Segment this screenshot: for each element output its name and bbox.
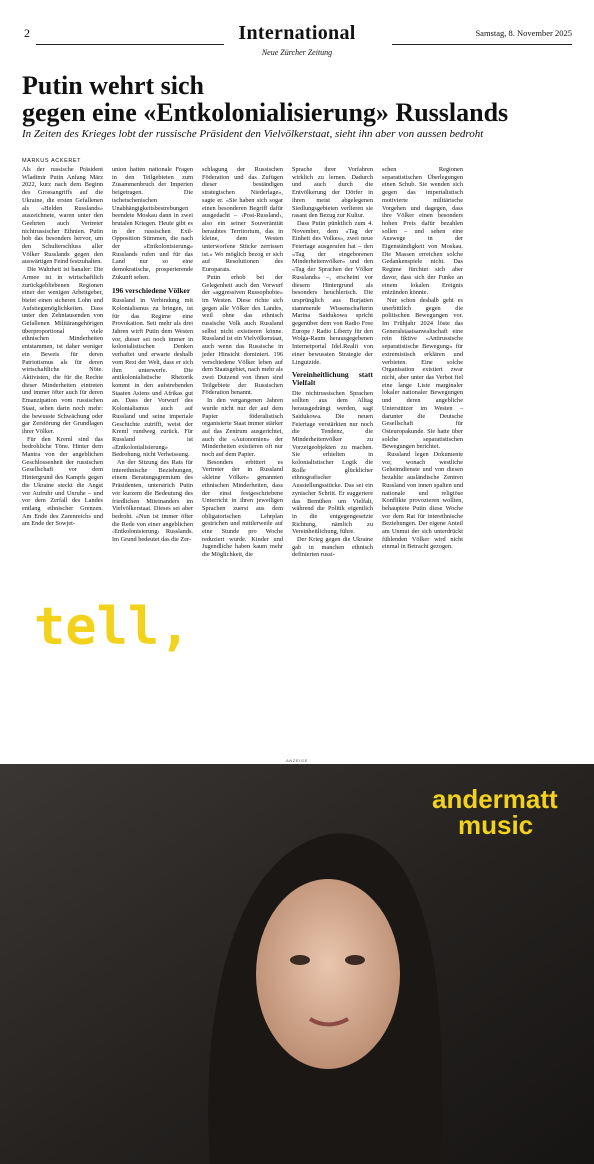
paragraph: Für den Kreml sind das bedrohliche Töne. Hinter dem Mantra von der angeblichen Geschlossenheit der russischen Gesellschaft vor dem Hintergrund des Kampfs gegen die Ukraine steckt die Angst vor Aufruhr und Unruhe – und vor dem Zerfall des Landes entlang ethnischer Grenzen. Am Ende des Zarenreichs und am Ende der Sowjet- xyxy=(22,435,103,528)
portrait-eye-right xyxy=(345,955,365,965)
column-2 xyxy=(112,166,193,544)
column-1 xyxy=(22,166,103,528)
column-3 xyxy=(202,166,283,559)
paragraph: union hatten nationale Fragen in den Teilgebieten zum Zusammenbruch der Imperien beigetragen. Die tschetschenischen Unabhängigkeitsbestrebungen beendete Moskau dann in zwei brutalen Kriegen. Heute gibt es in der russischen Exil-Opposition Stimmen, die nach der «Entkolonisierung» Russlands rufen und für das Land nur so eine demokratische, prosperierende Zukunft sehen. xyxy=(112,166,193,281)
column-4 xyxy=(292,166,373,559)
slogan-line-1: tell, xyxy=(34,597,191,657)
paragraph: Der Krieg gegen die Ukraine gab in manchen ethnisch definierten russi- xyxy=(292,536,373,559)
paragraph: An der Sitzung des Rats für interethnische Beziehungen, einem Beratungsgremium des Präsidenten, unterstrich Putin vor kurzem die Bedeutung des friedlichen Miteinanders im Vielvölkerstaat. Dieses sei aber bedroht. «Nun ist immer öfter die Rede von einer angeblichen ‹Entkolonisierung› Russlands. Im Grund bedeutet das die Zer- xyxy=(112,459,193,544)
subheading: Vereinheitlichung statt Vielfalt xyxy=(292,370,373,387)
brand-name: andermatt xyxy=(432,784,558,814)
paragraph: Dass Putin pünktlich zum 4. November, dem «Tag der Einheit des Volkes», zwei neue Feiertage ausgerufen hat – den «Tag der eingeborenen Minderheitenvölker» und den «Tag der Sprachen der Völker Russlands» –, erscheint vor diesem Hintergrund als besonders heuchlerisch. Die ursprünglich aus Burjatien stammende Wissenschafterin Marina Saidukowa spricht gegenüber dem von Radio Free Europe / Radio Liberty für den Wolga-Raum herausgegebenen Internetportal Idel.Realii von einer bewussten Strategie der Linguizide. xyxy=(292,219,373,366)
paragraph: schlagung der Russischen Föderation und das Zufügen dieser beständigen strategischen Niederlage», sagte er. «Sie haben sich sogar einen besonderen Begriff dafür ausgedacht – ‹Post-Russland›, also ein seiner Souveränität beraubtes Territorium, das in kleine, dem Westen unterworfene Stücke zerrissen ist.» Wo möglich bezog er sich auf Resolutionen des Europarats. xyxy=(202,166,283,274)
paragraph: Russland in Verbindung mit Kolonialismus zu bringen, ist für das Regime eine Provokation. Seit mehr als drei Jahren wirft Putin dem Westen vor, dieser sei noch immer in kolonialistischen Denken verhaftet und erwarte deshalb vom Rest der Welt, dass er sich ihm unterwerfe. Die antikolonialistische Rhetorik kommt in den aufstrebenden Staaten Asiens und Afrikas gut an. Dass der Vorwurf des Kolonialismus auch auf Russland und seine imperiale Geschichte zutrifft, weist der Kreml rundweg zurück. Für Russland ist «Entkolonialisierung» Bedrohung, nicht Verheissung. xyxy=(112,297,193,459)
author-byline: MARKUS ACKERET xyxy=(22,158,82,164)
portrait-face xyxy=(256,879,400,1069)
article-lede: In Zeiten des Krieges lobt der russische Präsident den Vielvölkerstaat, sieht ihn aber von aussen bedroht xyxy=(22,128,484,140)
paragraph: Die Wahrheit ist banaler: Die Armee ist in wirtschaftlich zurückgebliebenen Regionen einer der wenigen Arbeitgeber, bietet einen sicheren Lohn und Aufstiegsmöglichkeiten. Dass unter den Zehntausenden von Gefallenen Militärangehörigen überproportional viele ethnischen Minderheiten entstammen, ist daher weniger ein Beweis für deren Patriotismus als für deren wirtschaftliche Nöte. Aktivisten, die für die Rechte dieser Minderheiten eintreten und immer öfter auch für deren Emanzipation vom russischen Staat, sehen darin noch mehr: die bewusste Schwächung oder gar Zerstörung der Grundlagen ihrer Völker. xyxy=(22,266,103,435)
portrait-eye-left xyxy=(290,955,310,965)
page-header xyxy=(22,22,572,62)
paragraph: Sprache ihrer Vorfahren wirklich zu lernen. Dadurch und auch durch die Entvölkerung der Dörfer in ihren meist abgelegenen Siedlungsgebieten verlieren sie rasant den Bezug zur Kultur. xyxy=(292,166,373,220)
paragraph: Als der russische Präsident Wladimir Putin Anfang März 2022, kurz nach dem Beginn des Grossangriffs auf die Ukraine, die ersten Gefallenen als «Helden Russlands» auszeichnete, waren unter den Geehrten auch Vertreter nichtrussischer Ethnien. Putin hob das besonders hervor, um den Schulterschluss aller Völker Russlands gegen den auswärtigen Feind festzuhalten. xyxy=(22,166,103,266)
header-rule-right xyxy=(392,44,572,45)
brand-subname: music xyxy=(458,810,534,840)
paragraph: In den vergangenen Jahren wurde nicht nur der auf dem Papier föderalistisch organisierte Staat immer stärker auf das Zentrum ausgerichtet, auch die «Autonomien» der Minderheiten existieren oft nur noch auf dem Papier. xyxy=(202,397,283,459)
paragraph: Nur schon deshalb geht es unerbittlich gegen die politischen Bewegungen vor. Im Frühjahr 2024 löste das Generalstaatsanwaltschaft eine rein fiktive «Antirussische separatistische Bewegung» für extremistisch erklären und verbieten. Eine solche Organisation existiert zwar nicht, aber unter das Verbot fiel eine lange Liste marginaler lokaler nationaler Bewegungen und deren angebliche Unterstützer im Westen – darunter die Deutsche Gesellschaft für Osteuropakunde. Sie hatte über solche separatistischen Bewegungen berichtet. xyxy=(382,296,463,451)
page-number: 2 xyxy=(24,26,30,40)
header-rule-left xyxy=(36,44,224,45)
section-title: International xyxy=(238,22,356,44)
paragraph: Putin erhob bei der Gelegenheit auch den Vorwurf der «aggressiven Russophobie» im Westen. Diese richte sich gegen alle Völker des Landes, weil ohne das ethnisch russische Volk auch Russland selbst nicht existieren könne. Russland ist ein Vielvölkerstaat, auch wenn das Russische in jeder Hinsicht dominiert. 196 verschiedene Völker leben auf dem Staatsgebiet, nach mehr als zwei Dutzend von ihnen sind Teilgebiete der Russischen Föderation benannt. xyxy=(202,273,284,397)
headline-line-2: gegen eine «Entkolonialisierung» Russlands xyxy=(22,98,509,127)
article-headline xyxy=(22,72,572,126)
column-5 xyxy=(382,166,463,551)
article-body xyxy=(22,166,572,754)
paragraph: schen Regionen separatistischen Überlegungen einen Schub. Sie wenden sich gegen das imperialistisch motivierte militärische Vorgehen und dagegen, dass ihre Völker einen besonders hohen Preis dafür bezahlen sollen – und sehen eine Auswege in der Eigenständigkeit von Moskau. Die Massen erreichen solche Gedankenspiele nicht. Das Regime fürchtet sich aber davor, dass sich der Funke an einem lokalen Ereignis entzünden könnte. xyxy=(382,166,463,297)
paragraph: Die nichtrussischen Sprachen sollten aus dem Alltag herausgedrängt werden, sagt Saidukowa. Die neuen Feiertage verstärkten nur noch die Tendenz, die Minderheitenvölker zu Vorzeigeobjekten zu machen. Sie erhielten in kolonialistischer Logik die Rolle glücklicher ethnografischer Ausstellungsstücke. Das sei ein zynischer Schritt. Er suggeriere das Bemühen um Vielfalt, während die Politik eigentlich in die entgegengesetzte Richtung, nämlich zu Vereinheitlichung, führe. xyxy=(292,389,373,536)
issue-date: Samstag, 8. November 2025 xyxy=(475,28,572,38)
paragraph: Besonders erbittert es Vertreter der in Russland «kleine Völker» genannten ethnischen Minderheiten, dass der einst festgeschriebene Unterricht in ihren jeweiligen Sprachen zuerst aus dem obligatorischen Lehrplan gestrichen und mittlerweile auf eine Stunde pro Woche reduziert wurde. Kinder und Jugendliche haben kaum mehr die Möglichkeit, die xyxy=(202,458,283,559)
paragraph: Russland legen Dokumente vor, wonach westliche Geheimdienste und von diesen bezahlte ausländische Zentren Russland von innen spalten und nationale und religiöse Konflikte provozieren wollten, behauptete Putin diese Woche vor dem Rat für interethnische Beziehungen. Der eigene Anteil am Unmut der sich unterdrückt fühlenden Völker wird nicht einmal in Betracht gezogen. xyxy=(382,451,463,551)
masthead: Neue Zürcher Zeitung xyxy=(261,48,333,57)
subheading: 196 verschiedene Völker xyxy=(112,285,191,295)
headline-line-1: Putin wehrt sich xyxy=(22,71,204,100)
ad-label: ANZEIGE xyxy=(286,758,308,763)
